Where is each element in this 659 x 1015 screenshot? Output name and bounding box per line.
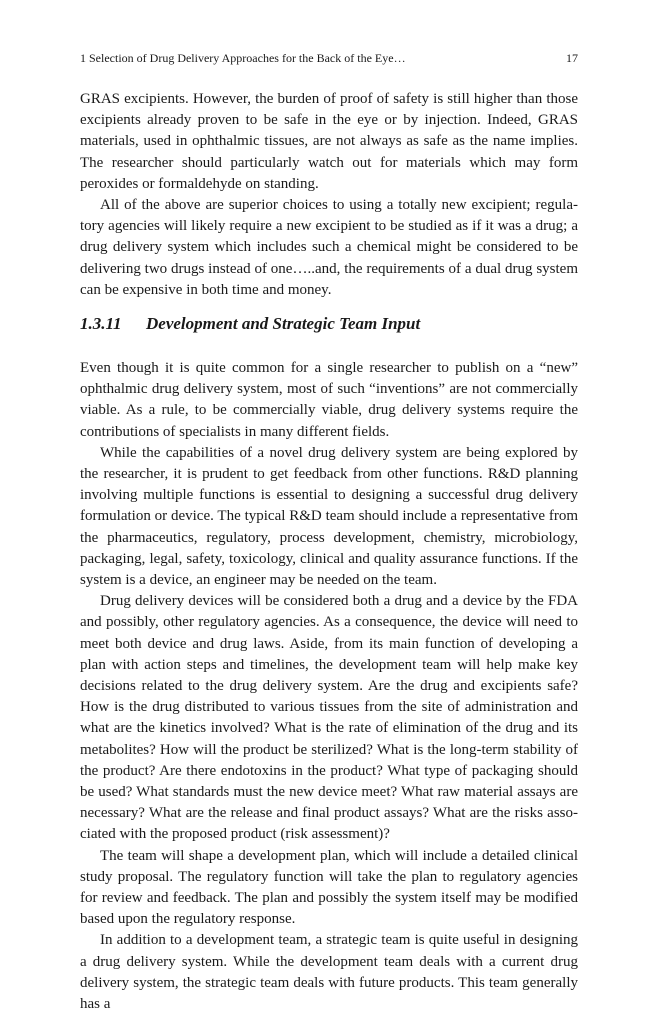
paragraph: In addition to a development team, a strategic team is quite useful in designing a drug delivery system. While the development team deals with a current drug delivery system, the strategic team deals with future products. This team generally has a	[80, 932, 578, 1013]
paragraph: Drug delivery devices will be considered both a drug and a device by the FDA and possibly, other regulatory agencies. As a consequence, the device will need to meet both device and drug laws. Aside, from its main function of developing a plan with action steps and timelines, the development team will help make key decisions related to the drug delivery system. Are the drug and excipients safe? How is the drug distributed to various tissues from the site of administration and what are the kinetics involved? What is the rate of elimination of the drug and its metabolites? How will the product be sterilized? What is the long-term stability of the product? Are there endotoxins in the product? What type of packaging should be used? What standards must the new device meet? What raw material assays are necessary? What are the release and final product assays? What are the risks associated with the proposed product (risk assessment)?	[80, 593, 578, 843]
paragraph: All of the above are superior choices to using a totally new excipient; regulatory agencies will likely require a new excipient to be studied as if it was a drug; a drug delivery system which includes such a chemical might be considered to be delivering two drugs instead of one…..and, the requirements of a dual drug system can be expensive in both time and money.	[80, 197, 578, 298]
text-block-after-section	[80, 358, 578, 1015]
section-title: Development and Strategic Team Input	[146, 314, 421, 333]
paragraph: The team will shape a development plan, which will include a detailed clinical study proposal. The regulatory function will take the plan to regulatory agencies for review and feedback. The plan and possibly the system itself may be modified based upon the regulatory response.	[80, 847, 578, 928]
chapter-title: 1 Selection of Drug Delivery Approaches for the Back of the Eye…	[80, 51, 406, 65]
paragraph: Even though it is quite common for a single researcher to publish on a “new” ophthalmic drug delivery system, most of such “inventions” are not commercially viable. As a rule, to be commercially viable, drug delivery systems require the contributions of specialists in many different fields.	[80, 360, 578, 440]
page-number: 17	[566, 51, 578, 65]
text-block-before-section	[80, 89, 578, 301]
section-number: 1.3.11	[80, 314, 122, 333]
paragraph: While the capabilities of a novel drug delivery system are being explored by the researcher, it is prudent to get feedback from other functions. R&D planning involving multiple functions is essential to designing a successful drug delivery formulation or device. The typical R&D team should include a representative from the pharmaceutics, regulatory, process development, chemistry, microbiology, packaging, legal, safety, toxicology, clinical and quality assurance functions. If the system is a device, an engineer may be needed on the team.	[80, 444, 578, 589]
section-heading	[80, 313, 578, 335]
paragraph: GRAS excipients. However, the burden of proof of safety is still higher than those excipients already proven to be safe in the eye or by injection. Indeed, GRAS materials, used in ophthalmic tissues, are not always as safe as the name implies. The researcher should particularly watch out for materials which may form peroxides or formaldehyde on standing.	[80, 91, 578, 192]
